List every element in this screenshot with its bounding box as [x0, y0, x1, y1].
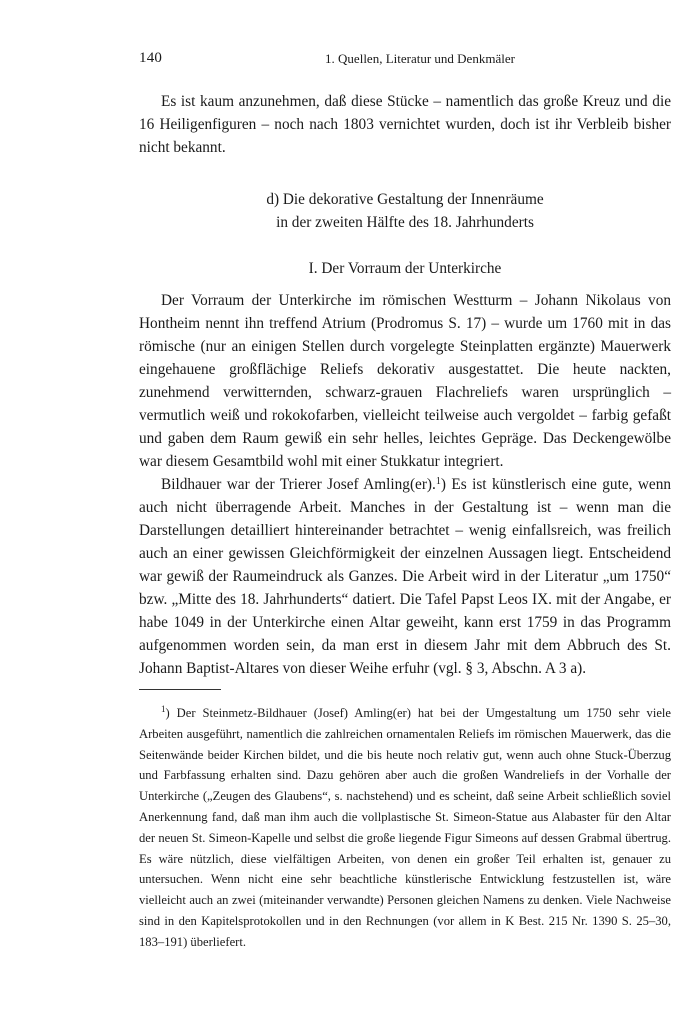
section-heading-line-2: in der zweiten Hälfte des 18. Jahrhunderts [276, 214, 534, 231]
section-heading-line-1: d) Die dekorative Gestaltung der Innenräume [266, 191, 544, 208]
main-text-block [139, 289, 671, 680]
paragraph-bildhauer [139, 473, 671, 680]
section-heading [139, 188, 671, 234]
footnote-paragraph [139, 703, 671, 953]
bildhauer-text-start: Bildhauer war der Trierer Josef Amling(er). [161, 476, 436, 493]
intro-text-block [139, 90, 671, 159]
paragraph-vorraum: Der Vorraum der Unterkirche im römischen Westturm – Johann Nikolaus von Hontheim nennt ihn treffend Atrium (Prodromus S. 17) – wurde um 1760 mit in das römische (nur an einigen Stellen durch vorgelegte Steinplatten ergänzte) Mauerwerk eingehauene großflächige Reliefs dekorativ ausgestattet. Die heute nackten, zunehmend verwitternden, schwarz-grauen Flachreliefs waren ursprünglich – vermutlich weiß und rokokofarben, vielleicht teilweise auch vergoldet – farbig gefaßt und gaben dem Raum gewiß ein sehr helles, leichtes Gepräge. Das Deckengewölbe war diesem Gesamtbild wohl mit einer Stukkatur integriert. [139, 292, 671, 470]
page-number: 140 [139, 50, 163, 66]
footnote-reference-mark[interactable]: 1 [435, 476, 441, 487]
footnote-text: ) Der Steinmetz-Bildhauer (Josef) Amling(er) hat bei der Umgestaltung um 1750 sehr viele Arbeiten ausgeführt, namentlich die zahlreichen ornamentalen Reliefs im römischen Mauerwerk, das die Seitenwände beider Kirchen bildet, und die bis heute noch relativ gut, wenn auch ohne Stuck-Überzug und Farbfassung erhalten sind. Dazu gehören aber auch die großen Wandreliefs in der Vorhalle der Unterkirche („Zeugen des Glaubens“, s. nachstehend) und es scheint, daß seine Arbeit schließlich soviel Anerkennung fand, daß man ihm auch die vollplastische St. Simeon-Statue aus Alabaster für den Altar der neuen St. Simeon-Kapelle und selbst die große liegende Figur Simeons auf dessen Grabmal übertrug. Es wäre nützlich, diese vielfältigen Arbeiten, von denen ein großer Teil erhalten ist, genauer zu untersuchen. Wenn nicht eine sehr beachtliche künstlerische Entwicklung festzustellen ist, wäre vielleicht auch an zwei (miteinander verwandte) Personen gleichen Namens zu denken. Viele Nachweise sind in den Kapitelsprotokollen und in den Rechnungen (vor allem in K Best. 215 Nr. 1390 S. 25–30, 183–191) überliefert. [139, 706, 671, 949]
intro-paragraph: Es ist kaum anzunehmen, daß diese Stücke – namentlich das große Kreuz und die 16 Heiligenfiguren – noch nach 1803 vernichtet wurden, doch ist ihr Verbleib bisher nicht bekannt. [139, 93, 671, 156]
footnote-divider [139, 689, 221, 690]
page-header [139, 50, 671, 70]
footnote-mark: 1 [161, 704, 166, 714]
book-page [139, 0, 671, 1035]
running-head: 1. Quellen, Literatur und Denkmäler [325, 51, 515, 66]
subsection-heading: I. Der Vorraum der Unterkirche [308, 260, 502, 277]
bildhauer-text-rest: ) Es ist künstlerisch eine gute, wenn auch nicht überragende Arbeit. Manches in der Gestaltung ist – wenn man die Darstellungen detailliert hintereinander betrachtet – wenig einfallsreich, was freilich auch an einer gewissen Gleichförmigkeit der einzelnen Aussagen liegt. Entscheidend war gewiß der Raumeindruck als Ganzes. Die Arbeit wird in der Literatur „um 1750“ bzw. „Mitte des 18. Jahrhunderts“ datiert. Die Tafel Papst Leos IX. mit der Angabe, er habe 1049 in der Unterkirche einen Altar geweiht, kann erst 1759 in das Programm aufgenommen worden sein, da man erst in diesem Jahr mit dem Abbruch des St. Johann Baptist-Altares von dieser Weihe erfuhr (vgl. § 3, Abschn. A 3 a). [139, 476, 671, 677]
footnote-block [139, 703, 671, 953]
